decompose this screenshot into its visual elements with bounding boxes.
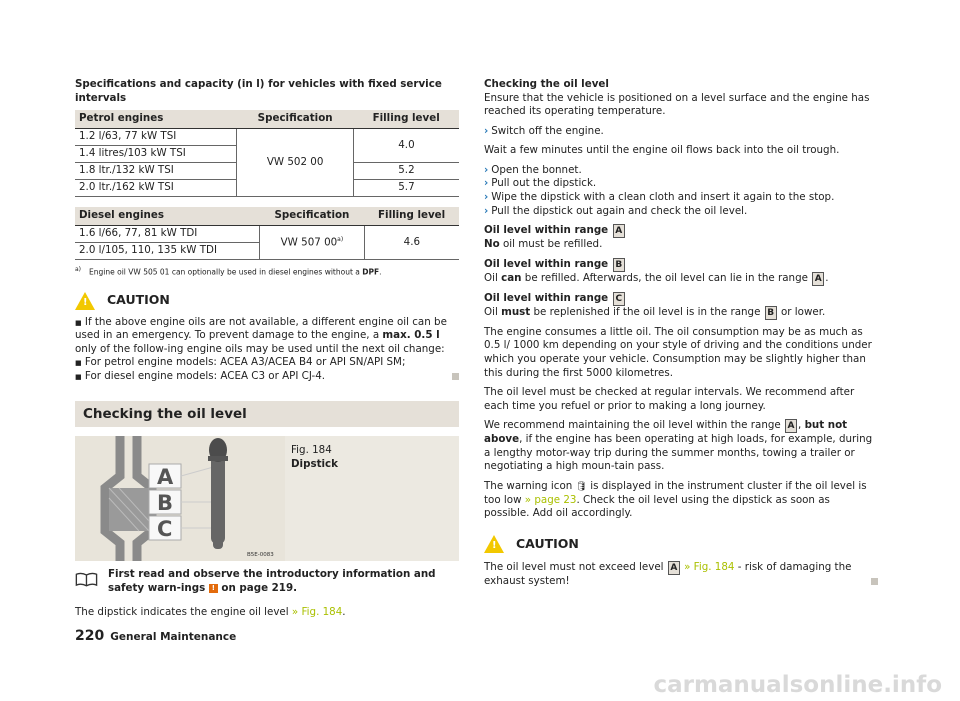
engine-cell: 2.0 l/105, 110, 135 kW TDI: [75, 243, 260, 260]
dipstick-figure: [75, 436, 285, 561]
caution-bullet-2: For diesel engine models: ACEA C3 or API CJ-4.: [84, 369, 326, 382]
range-c-badge: C: [613, 292, 625, 306]
range-a-text: oil must be refilled.: [502, 238, 603, 251]
range-b-text-2: be refilled. Afterwards, the oil level can lie in the range: [524, 271, 808, 284]
caution-bullet-1: For petrol engine models: ACEA A3/ACEA B4 or API SN/API SM;: [84, 356, 406, 369]
right-column: [484, 78, 878, 595]
figure-link[interactable]: » Fig. 184: [684, 561, 735, 574]
range-a-badge: A: [812, 272, 824, 286]
watermark: carmanualsonline.info: [653, 672, 942, 698]
read-first-note: [75, 568, 459, 595]
step-arrow-icon: ›: [484, 177, 489, 190]
step-line: [484, 164, 878, 178]
diesel-table: [75, 207, 459, 260]
table-row: [75, 226, 459, 243]
step-line: [484, 191, 878, 205]
caution-body: ■ If the above engine oils are not available, a different engine oil can be used in an emergency. To prevent damage to the engine, a max. 0.5 l only of the follow-ing engine oils may be used until the next oil change: ■ For petrol engine models: ACEA A3/ACEA B4 or API SN/API SM; ■ For diesel engine models: ACEA C3 or API CJ-4.: [75, 316, 459, 384]
range-c-label: Oil level within range: [484, 291, 609, 304]
caution-text-bold: max. 0.5 l: [382, 329, 440, 342]
footnote-end: .: [379, 267, 382, 277]
end-mark-icon: [871, 578, 878, 585]
diesel-header-spec: Specification: [260, 207, 365, 226]
level-cell: 5.7: [353, 180, 459, 197]
step-arrow-icon: ›: [484, 191, 489, 204]
warning-triangle-icon: !: [484, 535, 504, 553]
recommend-bold: but not above: [484, 419, 848, 446]
page-link[interactable]: » page 23: [524, 493, 577, 506]
step-text: Pull out the dipstick.: [491, 177, 597, 190]
figure-caption: [285, 436, 459, 561]
footnote-text: Engine oil VW 505 01 can optionally be used in diesel engines without a: [89, 267, 360, 277]
end-mark-icon: [452, 373, 459, 380]
spec-cell: [260, 226, 365, 260]
diesel-header-level: Filling level: [364, 207, 459, 226]
step-arrow-icon: ›: [484, 204, 489, 217]
section-title: Checking the oil level: [75, 401, 459, 427]
step-line: [484, 125, 878, 139]
petrol-header-level: Filling level: [353, 110, 459, 129]
caution-heading-2: [484, 535, 878, 553]
intro-paragraph: Ensure that the vehicle is positioned on a level surface and the engine has reached its operating temperature.: [484, 91, 870, 118]
caution-text-b: only of the follow-ing engine oils may be used until the next oil change:: [75, 342, 445, 355]
table-row: [75, 129, 459, 146]
engine-cell: 1.6 l/66, 77, 81 kW TDI: [75, 226, 260, 243]
engine-cell: 1.8 ltr./132 kW TSI: [75, 163, 237, 180]
range-a-block: [484, 224, 878, 252]
right-heading: Checking the oil level: [484, 78, 609, 90]
caution-heading: [75, 292, 459, 310]
petrol-table: [75, 110, 459, 197]
figure-caption-text: Dipstick: [291, 458, 338, 471]
open-book-icon: [75, 568, 98, 590]
caution-text-a: If the above engine oils are not available, a different engine oil can be used in an emergency. To prevent damage to the engine, a: [75, 315, 447, 342]
page-number: 220: [75, 628, 105, 644]
level-cell: 5.2: [353, 163, 459, 180]
oil-can-icon: 🛢: [575, 481, 587, 492]
step-text: Switch off the engine.: [491, 124, 604, 137]
step-arrow-icon: ›: [484, 163, 489, 176]
step-text: Open the bonnet.: [491, 163, 582, 176]
step-line: [484, 177, 878, 191]
warning-square-icon: !: [209, 584, 218, 593]
range-b-bold: can: [501, 271, 522, 284]
caution-label: CAUTION: [107, 292, 170, 308]
range-a-badge: A: [613, 224, 625, 238]
warning-text-c: . Check the oil level using the dipstick as soon as possible. Add oil accordingly.: [484, 493, 830, 520]
spec-title: Specifications and capacity (in l) for vehicles with fixed service intervals: [75, 78, 442, 104]
range-c-text-3: or lower.: [780, 305, 826, 318]
range-b-block: Oil level within range B Oil can be refilled. Afterwards, the oil level can lie in the range A .: [484, 257, 829, 284]
range-b-text-1: Oil: [484, 271, 498, 284]
regular-paragraph: The oil level must be checked at regular intervals. We recommend after each time you refuel or prior to making a long journey.: [484, 386, 855, 412]
level-label-b: B: [157, 491, 174, 516]
footnote: [75, 266, 459, 277]
engine-cell: 2.0 ltr./162 kW TSI: [75, 180, 237, 197]
steps-list: [484, 164, 878, 218]
spec-value: VW 507 00: [280, 236, 338, 249]
range-b-badge: B: [613, 258, 625, 272]
figure-link[interactable]: » Fig. 184: [291, 605, 343, 618]
diesel-header-engine: Diesel engines: [75, 207, 260, 226]
warning-paragraph: [484, 480, 878, 521]
step-text: Wipe the dipstick with a clean cloth and insert it again to the stop.: [491, 191, 835, 204]
caution-label: CAUTION: [516, 535, 579, 551]
range-a-badge: A: [785, 419, 797, 433]
footnote-ref: a): [337, 235, 344, 243]
range-c-text-1: Oil: [484, 305, 498, 318]
engine-cell: 1.4 litres/103 kW TSI: [75, 146, 237, 163]
range-b-badge: B: [765, 306, 777, 320]
level-cell: 4.0: [353, 129, 459, 163]
recommend-text-a: We recommend maintaining the oil level within the range: [484, 419, 781, 432]
recommend-text-b: , if the engine has been operating at high loads, for example, during a lengthy motor-way trip during the summer months, towing a trailer or negotiating a high moun-tain pass.: [484, 433, 873, 473]
range-c-bold: must: [501, 305, 531, 318]
petrol-header-engine: Petrol engines: [75, 110, 237, 129]
range-c-block: [484, 292, 878, 320]
level-cell: 4.6: [364, 226, 459, 260]
left-column: [75, 78, 459, 625]
range-a-bold: No: [484, 238, 500, 251]
range-a-label: Oil level within range: [484, 224, 609, 237]
dipstick-illustration: [75, 436, 285, 561]
wait-paragraph: Wait a few minutes until the engine oil flows back into the oil trough.: [484, 144, 840, 157]
figure-code: B5E-0083: [247, 552, 274, 559]
consumption-paragraph: The engine consumes a little oil. The oil consumption may be as much as 0.5 l/ 1000 km depending on your style of driving and the conditions under which you operate your vehicle. Consumption may be slightly higher than this during the first 5000 kilometres.: [484, 325, 872, 379]
step-arrow-icon: ›: [484, 124, 489, 137]
recommend-paragraph: We recommend maintaining the oil level within the range A , but not above, if the engine has been operating at high loads, for example, during a lengthy motor-way trip during the summer months, towing a trailer or negotiating a high moun-tain pass.: [484, 419, 873, 473]
dipstick-text: The dipstick indicates the engine oil level: [75, 605, 289, 618]
caution-2-body: [484, 561, 878, 589]
figure: [75, 436, 459, 561]
caution-2-text-b: - risk of damaging the exhaust system!: [484, 561, 852, 588]
level-label-c: C: [157, 517, 173, 542]
footer-title: General Maintenance: [110, 631, 237, 643]
warning-triangle-icon: !: [75, 292, 95, 310]
footnote-bold: DPF: [362, 267, 380, 277]
warning-text-b: is displayed in the instrument cluster if the oil level is too low: [484, 479, 867, 506]
page-footer: [75, 627, 236, 645]
spec-cell: VW 502 00: [237, 129, 353, 197]
level-label-a: A: [157, 465, 174, 490]
footnote-mark: a): [75, 266, 82, 274]
warning-text-a: The warning icon: [484, 479, 573, 492]
dipstick-end: .: [342, 605, 346, 618]
figure-number: Fig. 184: [291, 444, 332, 457]
petrol-header-spec: Specification: [237, 110, 353, 129]
range-c-text-2: be replenished if the oil level is in the range: [533, 305, 761, 318]
range-b-label: Oil level within range: [484, 257, 609, 270]
read-first-page: on page 219.: [221, 582, 298, 595]
read-first-text: First read and observe the introductory information and safety warn-ings: [107, 568, 436, 595]
engine-cell: 1.2 l/63, 77 kW TSI: [75, 129, 237, 146]
caution-2-text-a: The oil level must not exceed level: [484, 561, 664, 574]
step-text: Pull the dipstick out again and check the oil level.: [491, 204, 748, 217]
step-line: [484, 205, 878, 219]
dipstick-paragraph: [75, 606, 459, 620]
range-a-badge: A: [668, 561, 680, 575]
